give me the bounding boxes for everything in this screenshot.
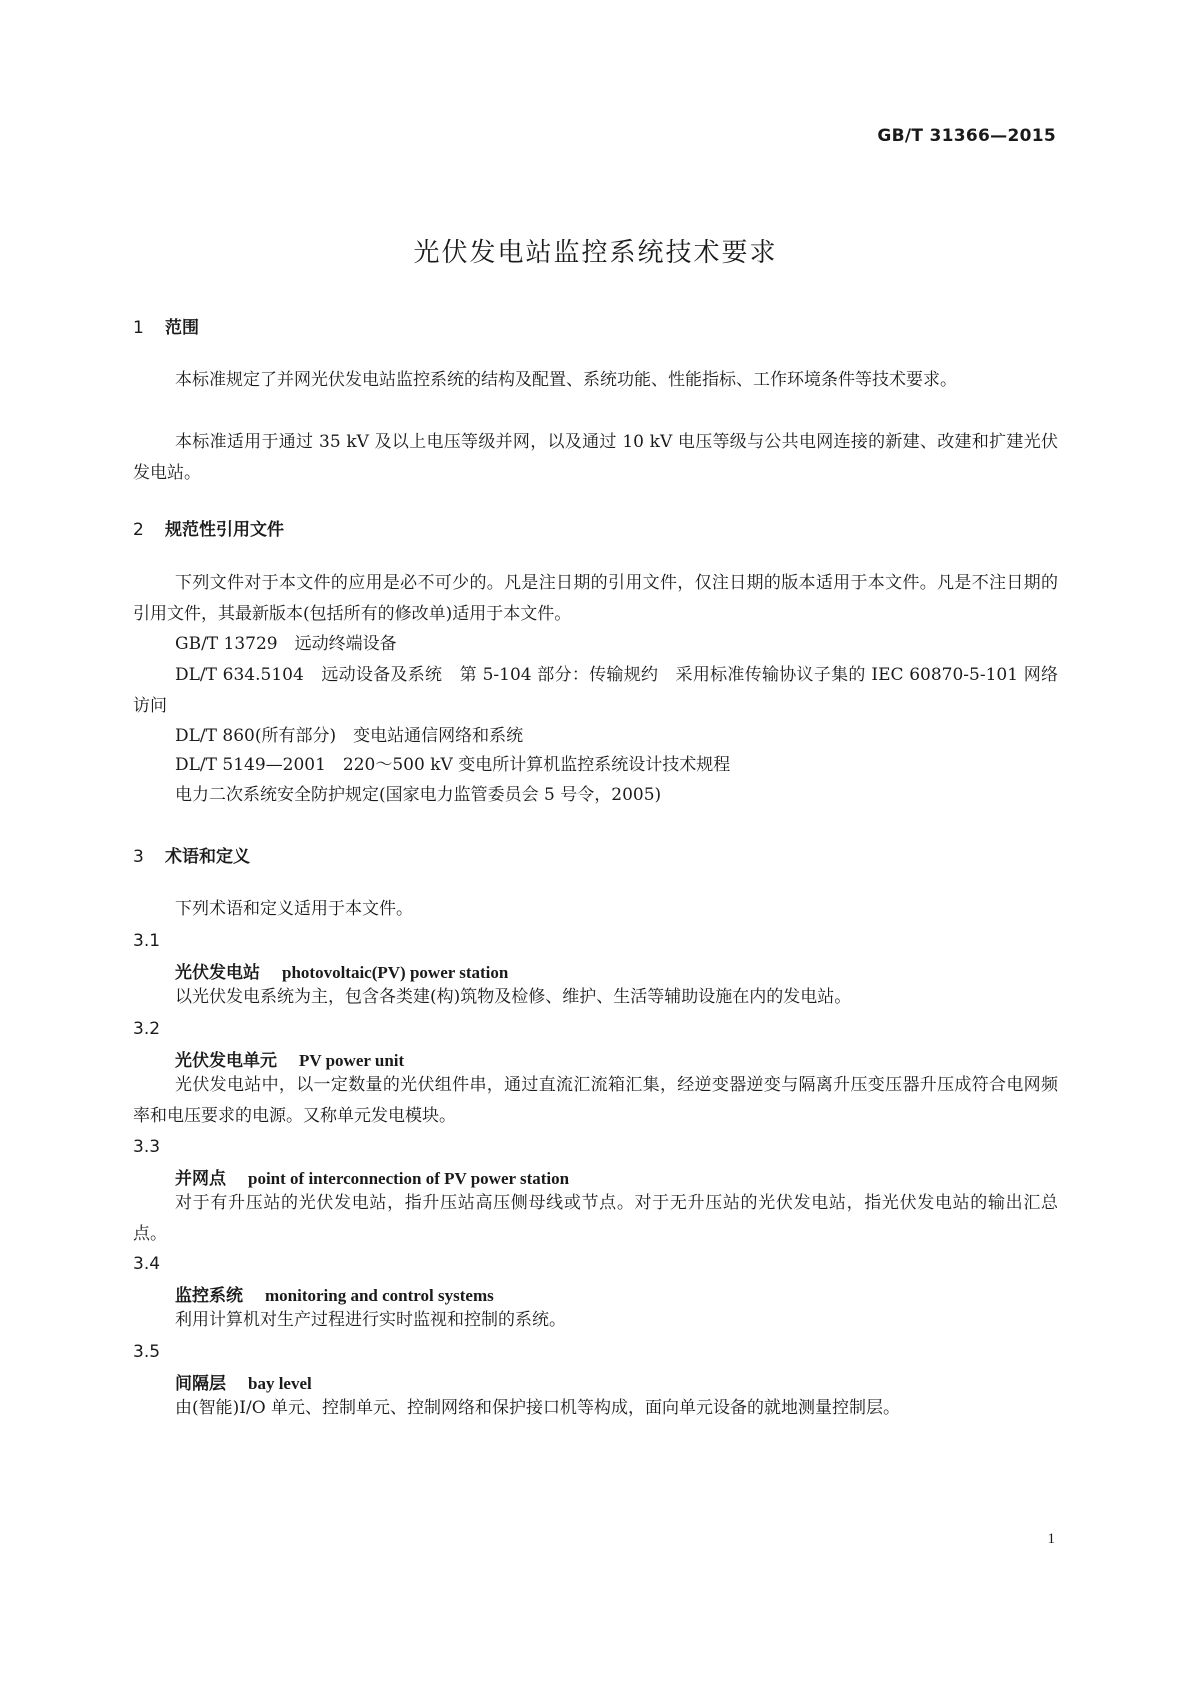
term-chinese: 间隔层 (175, 1374, 226, 1394)
paragraph: 本标准适用于通过 35 kV 及以上电压等级并网，以及通过 10 kV 电压等级与公共电网连接的新建、改建和扩建光伏发电站。 (133, 432, 1058, 483)
paragraph: 本标准规定了并网光伏发电站监控系统的结构及配置、系统功能、性能指标、工作环境条件等技术要求。 (175, 370, 957, 390)
term-title (175, 1164, 569, 1189)
section-number: 3 (133, 847, 144, 867)
term-number: 3.2 (133, 1019, 161, 1039)
paragraph: 下列文件对于本文件的应用是必不可少的。凡是注日期的引用文件，仅注日期的版本适用于本文件。凡是不注日期的引用文件，其最新版本(包括所有的修改单)适用于本文件。 (133, 573, 1058, 624)
term-number: 3.1 (133, 931, 161, 951)
section-heading-terms-and-definitions (133, 842, 250, 867)
reference-item: DL/T 5149—2001 220～500 kV 变电所计算机监控系统设计技术规程 (175, 755, 731, 775)
term-chinese: 监控系统 (175, 1286, 243, 1306)
term-chinese: 光伏发电站 (175, 963, 260, 983)
term-title (175, 958, 508, 983)
reference-item: DL/T 634.5104 远动设备及系统 第 5-104 部分：传输规约 采用标准传输协议子集的 IEC 60870-5-101 网络访问 (133, 665, 1058, 716)
page-number: 1 (1047, 1531, 1055, 1547)
term-english: point of interconnection of PV power station (248, 1169, 570, 1188)
section-title: 范围 (165, 318, 199, 338)
term-title (175, 1281, 494, 1306)
term-definition: 以光伏发电系统为主，包含各类建(构)筑物及检修、维护、生活等辅助设施在内的发电站。 (175, 987, 852, 1007)
section-number: 2 (133, 520, 144, 540)
term-number: 3.5 (133, 1342, 161, 1362)
standard-number: GB/T 31366—2015 (877, 126, 1056, 146)
section-heading-normative-references (133, 515, 284, 540)
term-title (175, 1046, 404, 1071)
document-title: 光伏发电站监控系统技术要求 (413, 238, 778, 268)
reference-item: GB/T 13729 远动终端设备 (175, 634, 397, 654)
term-title (175, 1369, 312, 1394)
term-definition: 对于有升压站的光伏发电站，指升压站高压侧母线或节点。对于无升压站的光伏发电站，指光伏发电站的输出汇总点。 (133, 1193, 1058, 1244)
section-heading-scope (133, 313, 199, 338)
term-definition: 光伏发电站中，以一定数量的光伏组件串，通过直流汇流箱汇集，经逆变器逆变与隔离升压变压器升压成符合电网频率和电压要求的电源。又称单元发电模块。 (133, 1075, 1058, 1126)
paragraph: 下列术语和定义适用于本文件。 (175, 899, 413, 919)
term-english: photovoltaic(PV) power station (282, 963, 509, 982)
term-english: monitoring and control systems (265, 1286, 494, 1305)
term-english: bay level (248, 1374, 312, 1393)
term-chinese: 并网点 (175, 1169, 226, 1189)
reference-item: DL/T 860(所有部分) 变电站通信网络和系统 (175, 726, 524, 746)
section-number: 1 (133, 318, 144, 338)
term-number: 3.3 (133, 1137, 161, 1157)
term-chinese: 光伏发电单元 (175, 1051, 277, 1071)
term-english: PV power unit (299, 1051, 405, 1070)
term-definition: 利用计算机对生产过程进行实时监视和控制的系统。 (175, 1310, 566, 1330)
term-definition: 由(智能)I/O 单元、控制单元、控制网络和保护接口机等构成，面向单元设备的就地测量控制层。 (175, 1398, 901, 1418)
term-number: 3.4 (133, 1254, 161, 1274)
section-title: 术语和定义 (165, 847, 250, 867)
section-title: 规范性引用文件 (165, 520, 284, 540)
reference-item: 电力二次系统安全防护规定(国家电力监管委员会 5 号令，2005) (175, 785, 662, 805)
